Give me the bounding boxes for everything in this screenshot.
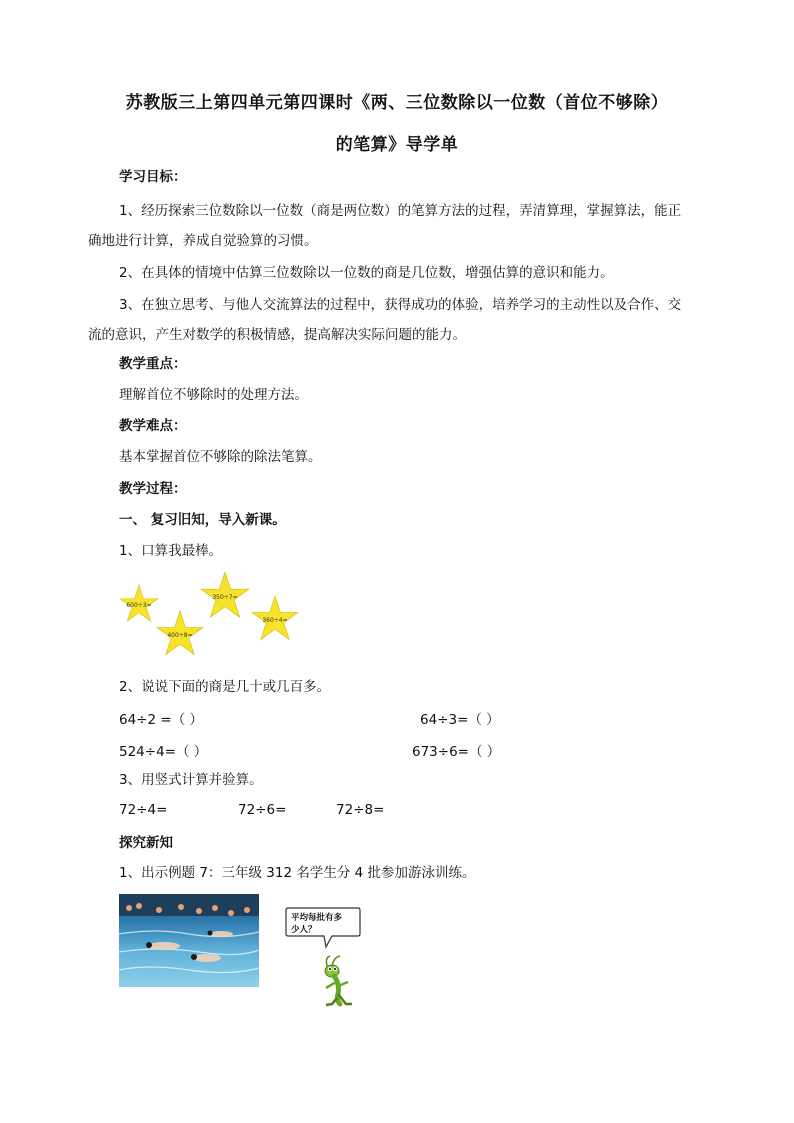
process-heading: 教学过程： [119,481,187,497]
key-point-text: 理解首位不够除时的处理方法。 [119,387,308,403]
question-4: 673÷6=（ ） [412,744,501,760]
calc-1: 72÷4= [119,802,168,818]
section1-heading: 一、 复习旧知，导入新课。 [119,512,286,528]
calc-2: 72÷6= [238,802,287,818]
objective-2: 2、在具体的情境中估算三位数除以一位数的商是几位数，增强估算的意识和能力。 [119,265,614,281]
star-card-4-label: 360÷4= [262,617,288,624]
speech-bubble [284,906,362,950]
bubble-line2: 少人？ [291,925,317,935]
objective-3-line-a: 3、在独立思考、与他人交流算法的过程中，获得成功的体验，培养学习的主动性以及合作、交 [119,297,682,313]
star-cards [115,572,305,658]
task1-text: 1、口算我最棒。 [119,543,223,559]
question-1: 64÷2 =（ ） [119,712,203,728]
star-card-2-label: 350÷7= [212,594,238,601]
document-title-line1: 苏教版三上第四单元第四课时《两、三位数除以一位数（首位不够除） [125,93,669,113]
key-point-heading: 教学重点： [119,356,187,372]
difficulty-heading: 教学难点： [119,418,187,434]
bubble-line1: 平均每批有多 [291,913,343,923]
star-card-1-label: 600÷3= [126,602,152,609]
objective-1-line-b: 确地进行计算，养成自觉验算的习惯。 [88,233,318,249]
document-title-line2: 的笔算》导学单 [335,135,459,155]
objective-3-line-b: 流的意识，产生对数学的积极情感，提高解决实际问题的能力。 [88,327,466,343]
question-3: 524÷4=（ ） [119,744,208,760]
task3-text: 3、用竖式计算并验算。 [119,772,263,788]
question-2: 64÷3=（ ） [420,712,500,728]
task2-text: 2、说说下面的商是几十或几百多。 [119,679,331,695]
objective-1-line-a: 1、经历探索三位数除以一位数（商是两位数）的笔算方法的过程，弄清算理，掌握算法，能正 [119,203,682,219]
explore-heading: 探究新知 [119,835,173,851]
objectives-heading: 学习目标： [119,169,187,185]
star-card-3-label: 400÷8= [167,632,193,639]
calc-3: 72÷8= [336,802,385,818]
difficulty-text: 基本掌握首位不够除的除法笔算。 [119,449,322,465]
grasshopper-character [320,954,354,1008]
swimming-pool-photo [119,894,259,987]
example-7-text: 1、出示例题 7：三年级 312 名学生分 4 批参加游泳训练。 [119,865,476,881]
